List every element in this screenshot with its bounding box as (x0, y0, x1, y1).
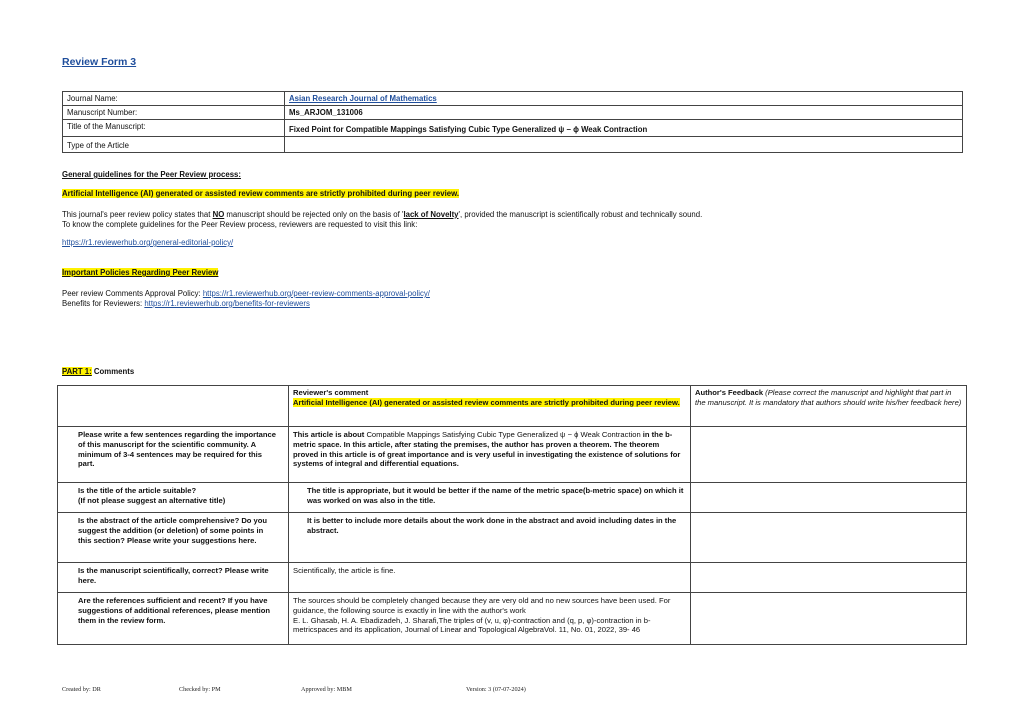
policy-no: NO (212, 210, 225, 219)
article-type-value (285, 137, 963, 153)
author-feedback-header (691, 386, 967, 427)
manuscript-title-label: Title of the Manuscript: (63, 120, 285, 137)
important-policies-heading (62, 268, 218, 278)
comment-importance-normal: Compatible Mappings Satisfying Cubic Type Generalized ψ − ϕ Weak Contraction (364, 430, 641, 439)
journal-name-cell (285, 92, 963, 106)
header-empty-cell (58, 386, 289, 427)
comment-abstract: It is better to include more details about the work done in the abstract and avoid including dates in the abstract. (289, 513, 691, 563)
reviewer-comment-title: Reviewer's comment (293, 388, 369, 397)
approval-policy-link[interactable]: https://r1.reviewerhub.org/peer-review-comments-approval-policy/ (202, 289, 430, 298)
comment-references-line1: The sources should be completely changed because they are very old and no new sources have been used. For guidance, the following source is exactly in line with the author's work (293, 596, 671, 615)
feedback-references[interactable] (691, 593, 967, 645)
table-row (58, 483, 967, 513)
manuscript-number-value: Ms_ARJOM_131006 (285, 106, 963, 120)
comment-title: The title is appropriate, but it would be better if the name of the metric space(b-metric space) on which it was worked on was also in the title. (289, 483, 691, 513)
policy-novelty: lack of Novelty (403, 210, 459, 219)
policy-line-2: To know the complete guidelines for the Peer Review process, reviewers are requested to visit this link: (62, 220, 418, 229)
part1-heading (62, 367, 134, 377)
policy-text-post: ', provided the manuscript is scientifically robust and technically sound. (458, 210, 703, 219)
journal-name-link[interactable]: Asian Research Journal of Mathematics (289, 94, 437, 103)
policy-links (62, 289, 430, 309)
author-feedback-title: Author's Feedback (695, 388, 764, 397)
article-type-label: Type of the Article (63, 137, 285, 153)
policy-text-mid: manuscript should be rejected only on the basis of ' (224, 210, 404, 219)
policy-link-line (62, 238, 233, 248)
feedback-importance[interactable] (691, 427, 967, 483)
question-title: Is the title of the article suitable? (If not please suggest an alternative title) (58, 483, 289, 513)
benefits-label: Benefits for Reviewers: (62, 299, 145, 308)
comment-scientific: Scientifically, the article is fine. (289, 563, 691, 593)
footer-approved: Approved by: MBM (301, 686, 352, 693)
footer-checked: Checked by: PM (179, 686, 221, 693)
question-importance: Please write a few sentences regarding the importance of this manuscript for the scientific community. A minimum of 3-4 sentences may be required for this part. (58, 427, 289, 483)
policy-statement (62, 210, 702, 230)
table-header-row (58, 386, 967, 427)
table-row (63, 92, 963, 106)
comment-importance (289, 427, 691, 483)
manuscript-info-table (62, 91, 963, 153)
question-references: Are the references sufficient and recent? If you have suggestions of additional references, please mention them in the review form. (58, 593, 289, 645)
table-row (58, 563, 967, 593)
feedback-abstract[interactable] (691, 513, 967, 563)
part1-label: PART 1: (62, 367, 92, 376)
benefits-link[interactable]: https://r1.reviewerhub.org/benefits-for-reviewers (144, 299, 310, 308)
footer-version: Version: 3 (07-07-2024) (466, 686, 526, 693)
feedback-title[interactable] (691, 483, 967, 513)
reviewer-ai-notice: Artificial Intelligence (AI) generated or assisted review comments are strictly prohibited during peer review. (293, 397, 680, 407)
ai-notice-text: Artificial Intelligence (AI) generated or assisted review comments are strictly prohibited during peer review. (62, 189, 460, 198)
reviewer-comment-header (289, 386, 691, 427)
footer-created: Created by: DR (62, 686, 101, 693)
table-row (58, 593, 967, 645)
part1-suffix: Comments (91, 367, 135, 376)
approval-policy-label: Peer review Comments Approval Policy: (62, 289, 203, 298)
ai-notice (62, 189, 459, 199)
manuscript-number-label: Manuscript Number: (63, 106, 285, 120)
comment-references-line2: E. L. Ghasab, H. A. Ebadizadeh, J. Sharafi,The triples of (v, u, φ)-contraction and (q, p, φ)-contraction in b-metricspaces and its application, Journal of Linear and Topological AlgebraVol. 11, No. 01, 2022, 39- 46 (293, 615, 651, 635)
question-abstract: Is the abstract of the article comprehensive? Do you suggest the addition (or deletion) of some points in this section? Please write your suggestions here. (58, 513, 289, 563)
important-policies-text: Important Policies Regarding Peer Review (62, 268, 219, 277)
table-row (58, 513, 967, 563)
manuscript-title-value: Fixed Point for Compatible Mappings Satisfying Cubic Type Generalized ψ − ϕ Weak Contraction (285, 120, 963, 137)
journal-name-label: Journal Name: (63, 92, 285, 106)
table-row (63, 106, 963, 120)
table-row (63, 120, 963, 137)
feedback-scientific[interactable] (691, 563, 967, 593)
general-editorial-policy-link[interactable]: https://r1.reviewerhub.org/general-editorial-policy/ (62, 238, 234, 247)
table-row (63, 137, 963, 153)
table-row (58, 427, 967, 483)
form-title: Review Form 3 (62, 56, 137, 68)
policy-text-pre: This journal's peer review policy states that (62, 210, 213, 219)
question-scientific: Is the manuscript scientifically, correct? Please write here. (58, 563, 289, 593)
author-feedback-note: (Please correct the manuscript and highlight that part in the manuscript. It is mandatory that authors should write his/her feedback here) (695, 388, 962, 407)
comment-importance-rest: in the b-metric space. In this article, after stating the premises, the author has proven a theorem. The theorem proved in this article is of great importance and is very useful in investigating the existence of solutions for systems of integral and differential equations. (293, 430, 681, 469)
comments-table (57, 385, 967, 645)
guidelines-heading: General guidelines for the Peer Review process: (62, 170, 241, 179)
comment-references (289, 593, 691, 645)
comment-importance-lead: This article is about (293, 430, 365, 439)
